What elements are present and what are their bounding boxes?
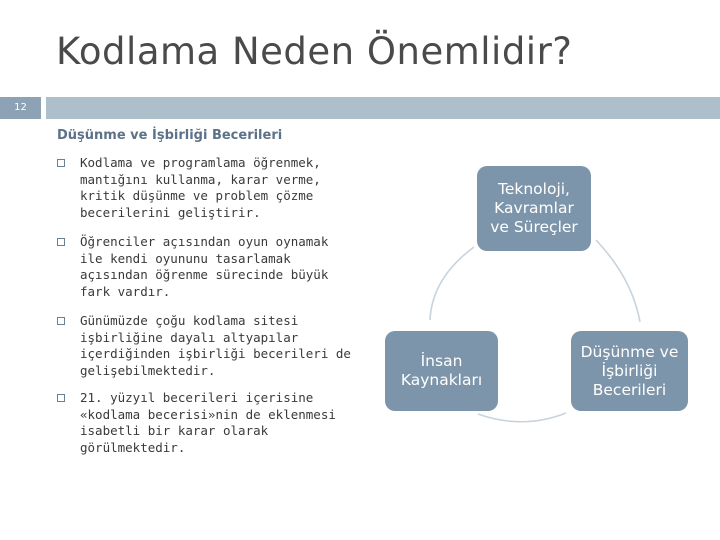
bullet-item [55,155,355,221]
bullet-item [55,234,355,300]
node-technology: Teknoloji, Kavramlar ve Süreçler [477,166,591,251]
square-bullet-icon [57,159,65,167]
slide-number: 12 [14,102,27,113]
header-bar [46,97,720,119]
bullet-text: Öğrenciler açısından oyun oynamak ile kendi oyununu tasarlamak açısından öğrenme sürecinde büyük fark vardır. [80,234,329,299]
section-heading: Düşünme ve İşbirliği Becerileri [57,128,283,143]
bullet-item [55,313,355,379]
square-bullet-icon [57,317,65,325]
bullet-item [55,390,355,456]
square-bullet-icon [57,394,65,402]
bullet-text: Günümüzde çoğu kodlama sitesi işbirliğine dayalı altyapılar içerdiğinden işbirliği becerileri de gelişebilmektedir. [80,313,351,378]
connector-tech-to-human [430,247,474,320]
connector-human-to-skills [478,413,566,422]
bullet-text: 21. yüzyıl becerileri içerisine «kodlama becerisi»nin de eklenmesi isabetli bir karar olarak görülmektedir. [80,390,336,455]
bullet-list [55,155,355,456]
square-bullet-icon [57,238,65,246]
slide-title: Kodlama Neden Önemlidir? [56,30,573,73]
node-thinking-collaboration: Düşünme ve İşbirliği Becerileri [571,331,688,411]
connector-tech-to-skills [596,240,640,322]
node-human-resources: İnsan Kaynakları [385,331,498,411]
bullet-text: Kodlama ve programlama öğrenmek, mantığını kullanma, karar verme, kritik düşünme ve problem çözme becerilerini geliştirir. [80,155,321,220]
